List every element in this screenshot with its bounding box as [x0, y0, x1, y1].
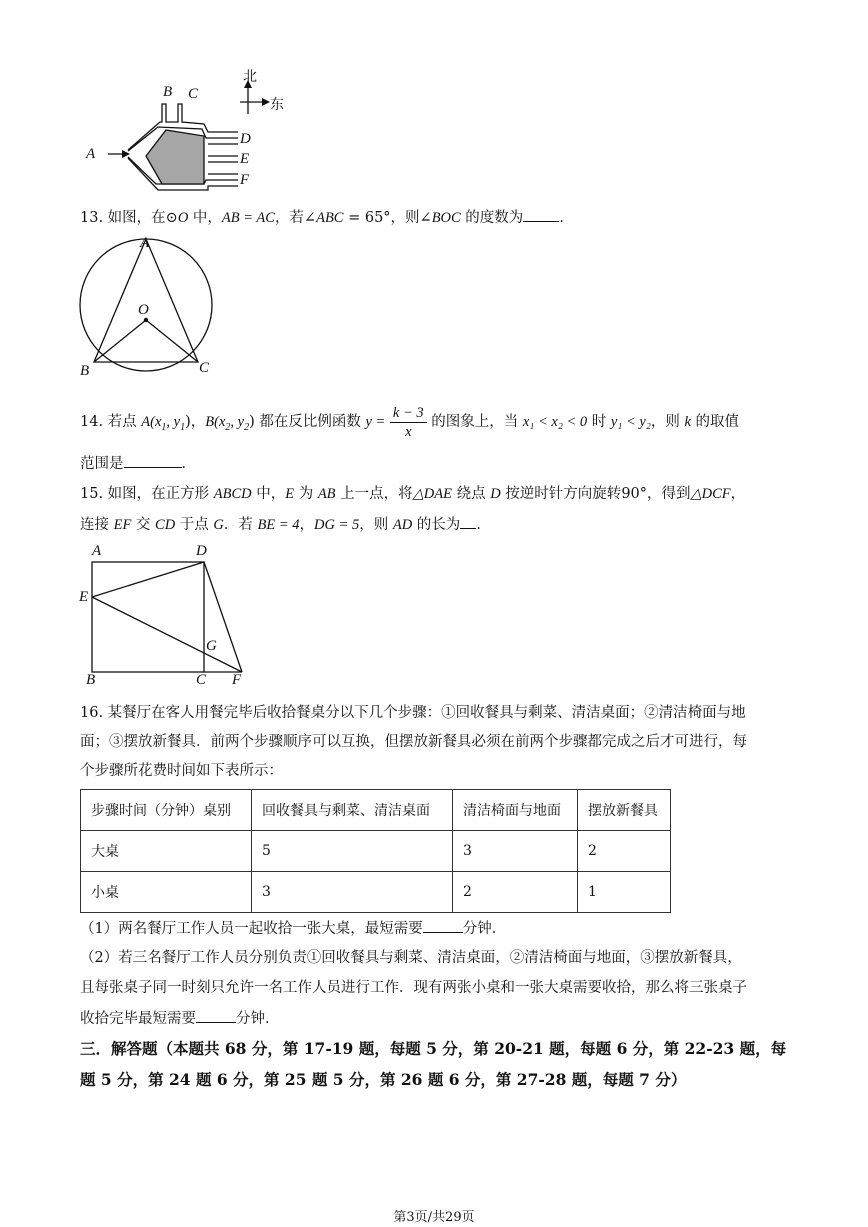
answer-blank	[423, 918, 463, 933]
steps-table	[80, 789, 671, 913]
entrance-label-f: F	[240, 172, 250, 188]
circle-label-o: O	[138, 302, 149, 318]
answer-blank	[124, 453, 182, 468]
shaded-pentagon	[146, 130, 204, 184]
table-cell: 小桌	[81, 872, 252, 913]
compass-east-arrow	[262, 98, 270, 106]
entrance-figure	[80, 62, 300, 197]
square-label-f: F	[232, 672, 242, 688]
question-16-sub2-line2: 且每张桌子同一时刻只允许一名工作人员进行工作．现有两张小桌和一张大桌需要收拾，那么将三张桌子	[80, 980, 747, 996]
question-14-line1: 14. 若点 $A(x_1$, $y_1$)，$B(x_2$, $y_2$) 都在反比例函数 y = $\frac{k - 3}{x}$ 的图象上，当 x₁ < x₂ < 0 时 y₁ < y₂，则 k 的取值	[80, 404, 740, 440]
entrance-label-c: C	[188, 86, 199, 102]
table-header-cell: 步骤时间（分钟）桌别	[81, 790, 252, 831]
question-16-sub2-line1: （2）若三名餐厅工作人员分别负责①回收餐具与剩菜、清洁桌面，②清洁椅面与地面，③摆放新餐具，	[80, 950, 742, 966]
entrance-label-b: B	[163, 84, 173, 100]
circle-label-a: A	[140, 235, 150, 251]
question-16-line1: 16. 某餐厅在客人用餐完毕后收拾餐桌分以下几个步骤：①回收餐具与剩菜、清洁桌面；②清洁椅面与地	[80, 705, 746, 721]
question-15-line1: 15. 如图，在正方形 ABCD 中，E 为 AB 上一点，将△DAE 绕点 D 按逆时针方向旋转90°，得到△DCF，	[80, 486, 746, 502]
segment-oc	[146, 320, 198, 362]
entrance-label-d: D	[240, 131, 251, 147]
circle-label-c: C	[199, 360, 210, 376]
circle-label-b: B	[80, 363, 90, 379]
entry-arrow-head	[122, 150, 130, 158]
answer-blank	[523, 207, 559, 222]
table-cell: 大桌	[81, 831, 252, 872]
square-label-a: A	[92, 543, 102, 559]
square-figure	[86, 555, 251, 680]
fraction-k-minus-3-over-x: $\frac{k - 3}{x}$	[390, 404, 427, 441]
question-16-sub1: （1）两名餐厅工作人员一起收拾一张大桌，最短需要 分钟．	[80, 918, 506, 939]
table-cell: 1	[578, 872, 671, 913]
square-label-d: D	[196, 543, 207, 559]
table-cell: 3	[252, 872, 453, 913]
table-cell: 3	[453, 831, 578, 872]
table-header-row	[81, 790, 671, 831]
table-header-cell: 清洁椅面与地面	[453, 790, 578, 831]
question-16-sub2-line3: 收拾完毕最短需要 分钟．	[80, 1008, 280, 1029]
table-cell: 2	[578, 831, 671, 872]
segment-ob	[94, 320, 146, 362]
question-15-line2: 连接 EF 交 CD 于点 G．若 BE = 4，DG = 5，则 AD 的长为 ．	[80, 514, 491, 535]
square-label-e: E	[79, 589, 89, 605]
entrance-label-e: E	[240, 151, 250, 167]
table-cell: 5	[252, 831, 453, 872]
square-label-c: C	[196, 672, 207, 688]
table-cell: 2	[453, 872, 578, 913]
table-row	[81, 872, 671, 913]
entrance-label-a: A	[86, 146, 96, 162]
table-header-cell: 回收餐具与剩菜、清洁桌面	[252, 790, 453, 831]
section-3-heading-line1: 三．解答题（本题共 68 分，第 17-19 题，每题 5 分，第 20-21 题，每题 6 分，第 22-23 题，每	[80, 1039, 787, 1058]
table-header-cell: 摆放新餐具	[578, 790, 671, 831]
question-13: 13. 如图，在⊙O 中，AB = AC，若∠ABC = 65°，则∠BOC 的度数为 ．	[80, 207, 574, 228]
answer-blank	[460, 514, 476, 529]
triangle-abc	[94, 239, 198, 362]
segment-de	[92, 562, 204, 597]
square-abcd	[92, 562, 204, 672]
square-label-b: B	[86, 672, 96, 688]
compass-north-label: 北	[243, 69, 257, 85]
question-14-line2: 范围是 ．	[80, 453, 196, 474]
section-3-heading-line2: 题 5 分，第 24 题 6 分，第 25 题 5 分，第 26 题 6 分，第 27-28 题，每题 7 分）	[80, 1070, 687, 1089]
question-16-line2: 面；③摆放新餐具．前两个步骤顺序可以互换，但摆放新餐具必须在前两个步骤都完成之后才可进行，每	[80, 734, 747, 750]
compass-east-label: 东	[270, 97, 284, 113]
question-16-line3: 个步骤所花费时间如下表所示：	[80, 763, 283, 779]
page-footer: 第3页/共29页	[393, 1210, 475, 1225]
table-row	[81, 831, 671, 872]
square-label-g: G	[206, 638, 217, 654]
answer-blank	[196, 1008, 236, 1023]
